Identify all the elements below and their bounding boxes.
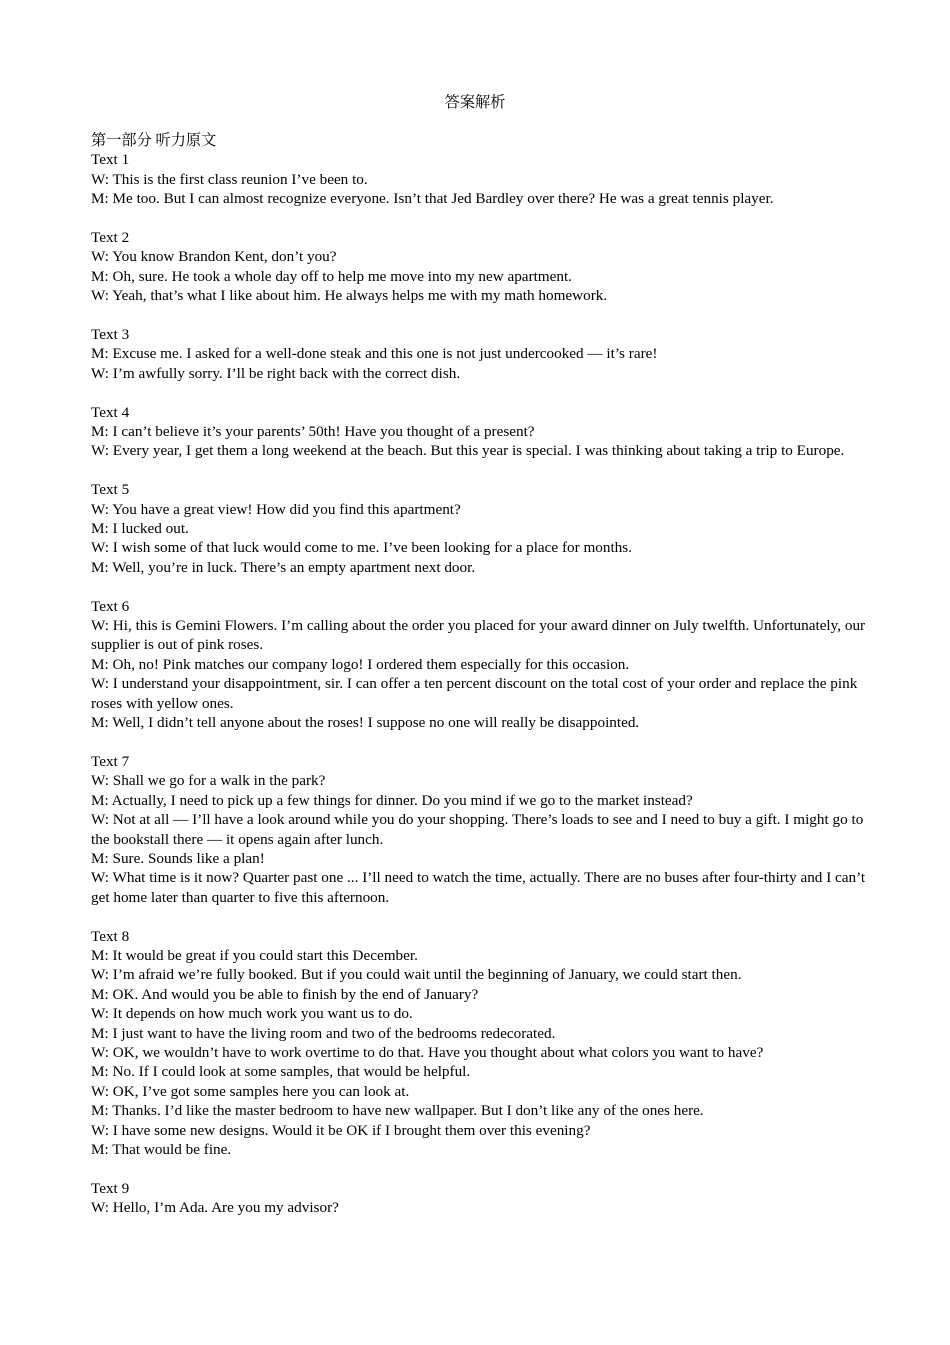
transcript-text-2 — [91, 228, 866, 306]
transcript-text-9 — [91, 1179, 866, 1218]
dialogue-line: M: I just want to have the living room and two of the bedrooms redecorated. — [91, 1024, 556, 1042]
dialogue-line: M: No. If I could look at some samples, that would be helpful. — [91, 1063, 471, 1081]
dialogue-line: W: It depends on how much work you want us to do. — [91, 1005, 413, 1023]
dialogue-line: W: I’m awfully sorry. I’ll be right back with the correct dish. — [91, 364, 461, 382]
text-label: Text 7 — [91, 752, 130, 770]
text-label: Text 1 — [91, 151, 130, 169]
section-title: 第一部分 听力原文 — [91, 132, 217, 149]
transcript-text-7 — [91, 752, 866, 907]
dialogue-line: W: I have some new designs. Would it be OK if I brought them over this evening? — [91, 1121, 591, 1139]
dialogue-line: M: Well, you’re in luck. There’s an empty apartment next door. — [91, 558, 476, 576]
dialogue-line: W: You have a great view! How did you find this apartment? — [91, 500, 461, 518]
dialogue-line: M: OK. And would you be able to finish by the end of January? — [91, 985, 479, 1003]
dialogue-line: W: I wish some of that luck would come to me. I’ve been looking for a place for months. — [91, 539, 632, 557]
text-label: Text 4 — [91, 403, 130, 421]
dialogue-line: M: Actually, I need to pick up a few things for dinner. Do you mind if we go to the market instead? — [91, 791, 693, 809]
text-label: Text 2 — [91, 229, 130, 247]
text-label: Text 5 — [91, 481, 130, 499]
dialogue-line: M: Sure. Sounds like a plan! — [91, 849, 265, 867]
dialogue-line: W: What time is it now? Quarter past one ... I’ll need to watch the time, actually. There are no buses after four-thirty and I can’t get home later than quarter to five this afternoon. — [91, 869, 866, 906]
dialogue-line: M: Thanks. I’d like the master bedroom to have new wallpaper. But I don’t like any of the ones here. — [91, 1102, 704, 1120]
text-label: Text 8 — [91, 927, 130, 945]
transcript-text-4 — [91, 403, 866, 461]
dialogue-line: M: It would be great if you could start this December. — [91, 946, 418, 964]
dialogue-line: W: Shall we go for a walk in the park? — [91, 772, 326, 790]
document-body — [91, 131, 866, 1237]
document-title: 答案解析 — [444, 94, 506, 111]
transcript-text-1 — [91, 150, 866, 208]
transcript-text-5 — [91, 480, 866, 577]
dialogue-line: M: I lucked out. — [91, 520, 189, 538]
dialogue-line: W: OK, I’ve got some samples here you can look at. — [91, 1082, 410, 1100]
transcript-list — [91, 150, 866, 1217]
dialogue-line: M: Well, I didn’t tell anyone about the roses! I suppose no one will really be disappointed. — [91, 714, 640, 732]
dialogue-line: W: Yeah, that’s what I like about him. He always helps me with my math homework. — [91, 287, 608, 305]
dialogue-line: W: Hi, this is Gemini Flowers. I’m calling about the order you placed for your award dinner on July twelfth. Unfortunately, our supplier is out of pink roses. — [91, 617, 866, 654]
dialogue-line: W: You know Brandon Kent, don’t you? — [91, 248, 337, 266]
dialogue-line: M: Oh, sure. He took a whole day off to help me move into my new apartment. — [91, 267, 572, 285]
dialogue-line: W: Hello, I’m Ada. Are you my advisor? — [91, 1199, 339, 1217]
dialogue-line: W: I’m afraid we’re fully booked. But if you could wait until the beginning of January, we could start then. — [91, 966, 742, 984]
text-label: Text 6 — [91, 597, 130, 615]
transcript-text-8 — [91, 927, 866, 1160]
dialogue-line: W: This is the first class reunion I’ve been to. — [91, 170, 368, 188]
text-label: Text 3 — [91, 326, 130, 344]
dialogue-line: M: I can’t believe it’s your parents’ 50th! Have you thought of a present? — [91, 423, 535, 441]
dialogue-line: W: I understand your disappointment, sir. I can offer a ten percent discount on the total cost of your order and replace the pink roses with yellow ones. — [91, 675, 858, 712]
dialogue-line: W: Not at all — I’ll have a look around while you do your shopping. There’s loads to see and I need to buy a gift. I might go to the bookstall there — it opens again after lunch. — [91, 811, 864, 848]
transcript-text-6 — [91, 597, 866, 733]
transcript-text-3 — [91, 325, 866, 383]
dialogue-line: M: Oh, no! Pink matches our company logo! I ordered them especially for this occasion. — [91, 655, 630, 673]
dialogue-line: M: That would be fine. — [91, 1141, 232, 1159]
text-label: Text 9 — [91, 1179, 130, 1197]
dialogue-line: W: OK, we wouldn’t have to work overtime to do that. Have you thought about what colors you want to have? — [91, 1043, 764, 1061]
dialogue-line: M: Excuse me. I asked for a well-done steak and this one is not just undercooked — it’s rare! — [91, 345, 658, 363]
dialogue-line: W: Every year, I get them a long weekend at the beach. But this year is special. I was thinking about taking a trip to Europe. — [91, 442, 845, 460]
dialogue-line: M: Me too. But I can almost recognize everyone. Isn’t that Jed Bardley over there? He was a great tennis player. — [91, 190, 774, 208]
